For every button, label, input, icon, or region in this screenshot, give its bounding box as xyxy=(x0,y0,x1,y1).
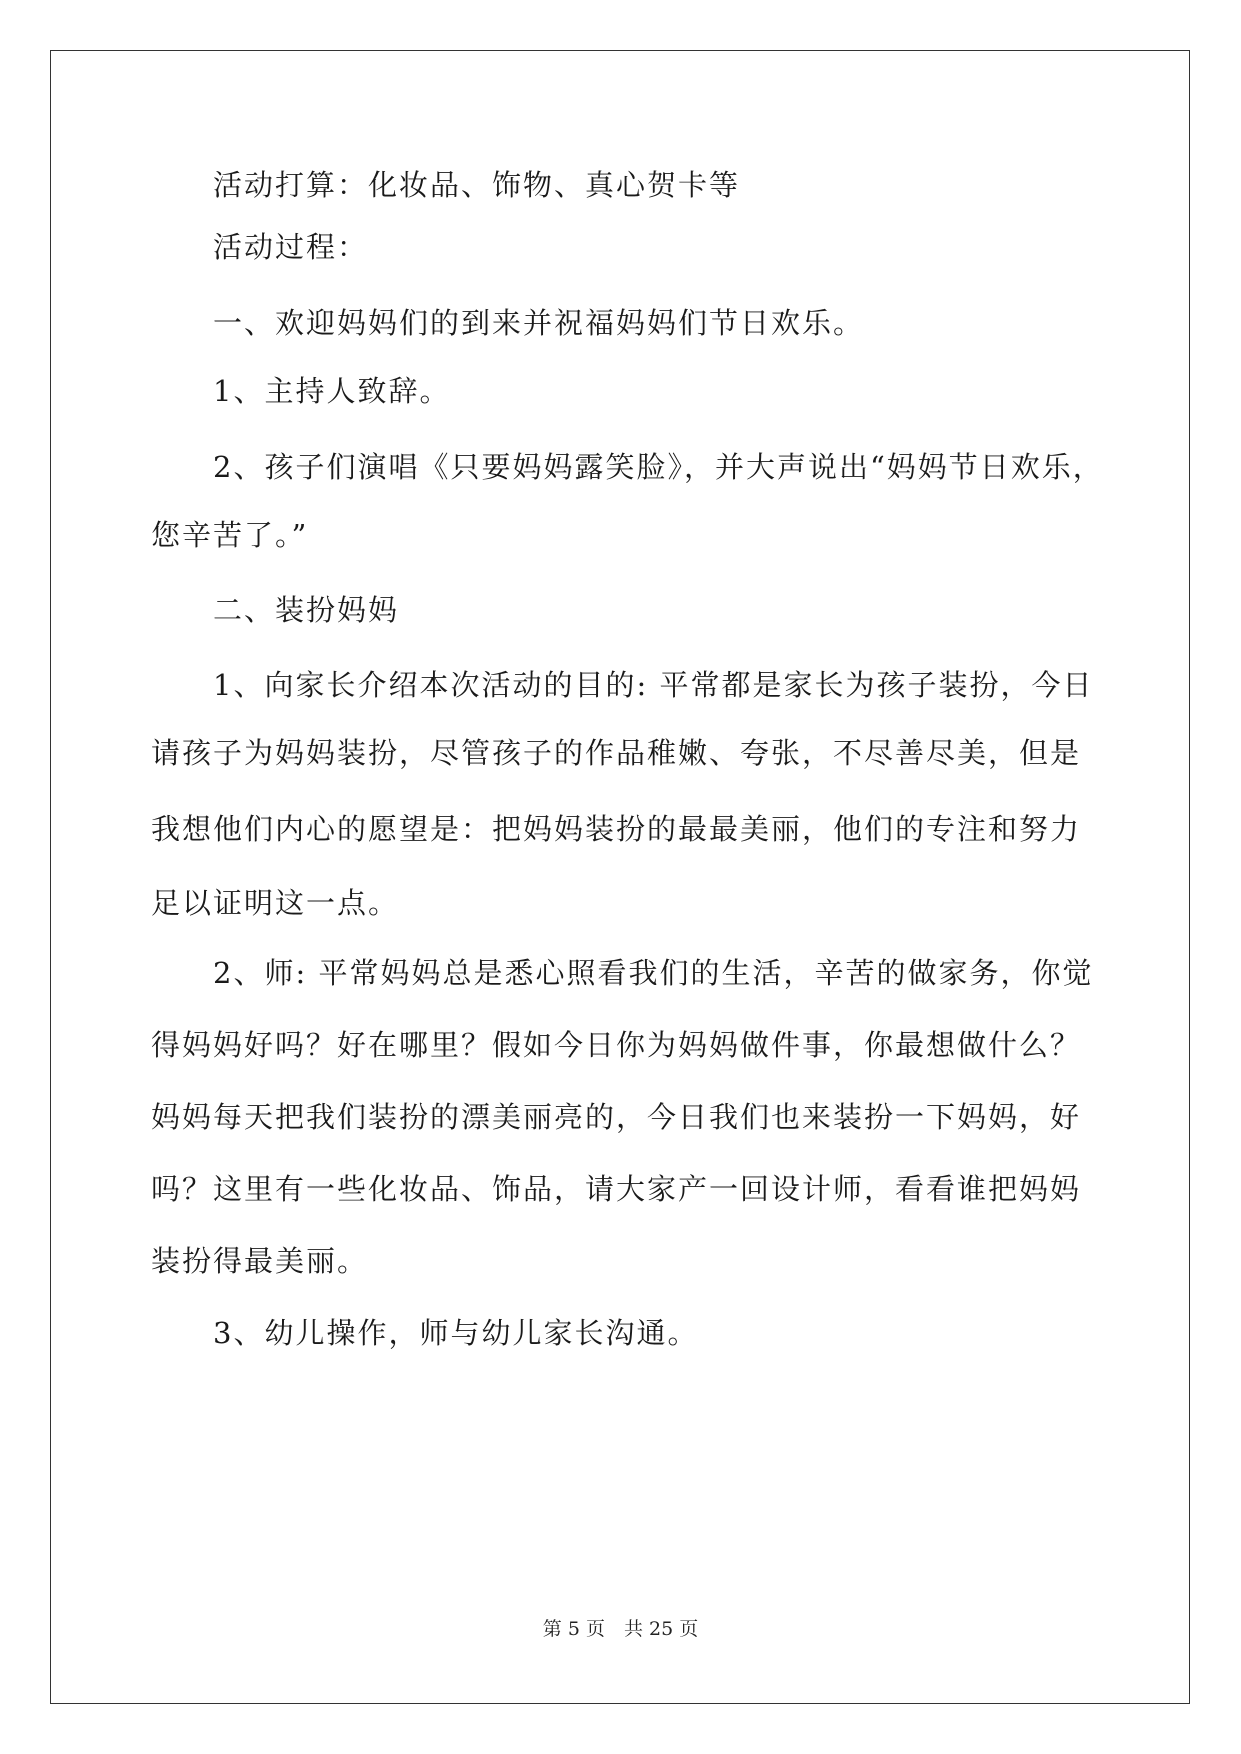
paragraph-line: 1、主持人致辞。 xyxy=(213,374,451,408)
paragraph-line: 1、向家长介绍本次活动的目的: 平常都是家长为孩子装扮，今日 xyxy=(213,668,1094,702)
paragraph-line: 请孩子为妈妈装扮，尽管孩子的作品稚嫩、夸张，不尽善尽美，但是 xyxy=(151,736,1082,770)
paragraph-line: 妈妈每天把我们装扮的漂美丽亮的，今日我们也来装扮一下妈妈，好 xyxy=(151,1100,1082,1134)
paragraph-line: 得妈妈好吗？好在哪里？假如今日你为妈妈做件事，你最想做什么？ xyxy=(151,1028,1082,1062)
page-number-footer: 第 5 页 共 25 页 xyxy=(542,1618,699,1640)
paragraph-line: 我想他们内心的愿望是：把妈妈装扮的最最美丽，他们的专注和努力 xyxy=(151,812,1082,846)
page-border xyxy=(50,50,1190,1704)
paragraph-line: 足以证明这一点。 xyxy=(151,886,400,920)
paragraph-line: 2、孩子们演唱《只要妈妈露笑脸》，并大声说出“妈妈节日欢乐， xyxy=(213,450,1104,484)
paragraph-line: 一、欢迎妈妈们的到来并祝福妈妈们节日欢乐。 xyxy=(213,306,865,340)
paragraph-line: 吗？这里有一些化妆品、饰品，请大家产一回设计师，看看谁把妈妈 xyxy=(151,1172,1082,1206)
paragraph-line: 二、装扮妈妈 xyxy=(213,593,400,627)
paragraph-line: 您辛苦了。” xyxy=(151,518,309,552)
paragraph-line: 2、师: 平常妈妈总是悉心照看我们的生活，辛苦的做家务，你觉 xyxy=(213,956,1094,990)
paragraph-line: 活动过程： xyxy=(213,230,369,264)
paragraph-line: 3、幼儿操作，师与幼儿家长沟通。 xyxy=(213,1316,699,1350)
paragraph-line: 装扮得最美丽。 xyxy=(151,1244,369,1278)
paragraph-line: 活动打算：化妆品、饰物、真心贺卡等 xyxy=(213,168,741,202)
